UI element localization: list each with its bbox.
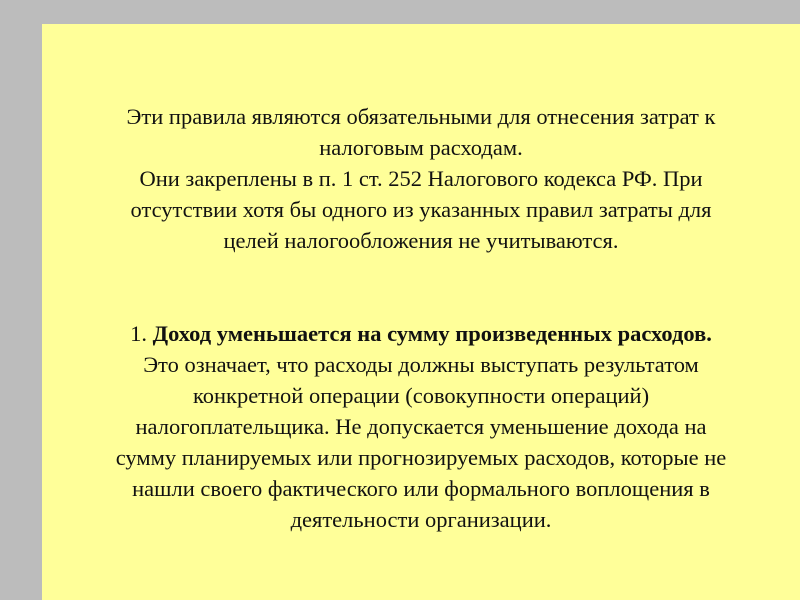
text-line: Они закреплены в п. 1 ст. 252 Налогового кодекса РФ. При [139,166,703,191]
text-line: деятельности организации. [290,507,552,532]
rules-paragraph [52,101,790,256]
rule-heading-line [52,318,790,349]
text-line: налоговым расходам. [319,135,523,160]
rule-number: 1. [130,321,153,346]
text-line: Это означает, что расходы должны выступать результатом [143,352,699,377]
text-line: целей налогообложения не учитываются. [223,228,619,253]
rule-heading: Доход уменьшается на сумму произведенных расходов. [152,321,712,346]
text-line: сумму планируемых или прогнозируемых расходов, которые не [115,445,727,470]
slide [42,24,800,600]
rule-one-paragraph [52,318,790,535]
text-line: конкретной операции (совокупности операций) [192,383,650,408]
text-line: Эти правила являются обязательными для отнесения затрат к [126,104,716,129]
text-line: отсутствии хотя бы одного из указанных правил затраты для [130,197,712,222]
text-line: нашли своего фактического или формального воплощения в [132,476,710,501]
text-line: налогоплательщика. Не допускается уменьшение дохода на [135,414,707,439]
